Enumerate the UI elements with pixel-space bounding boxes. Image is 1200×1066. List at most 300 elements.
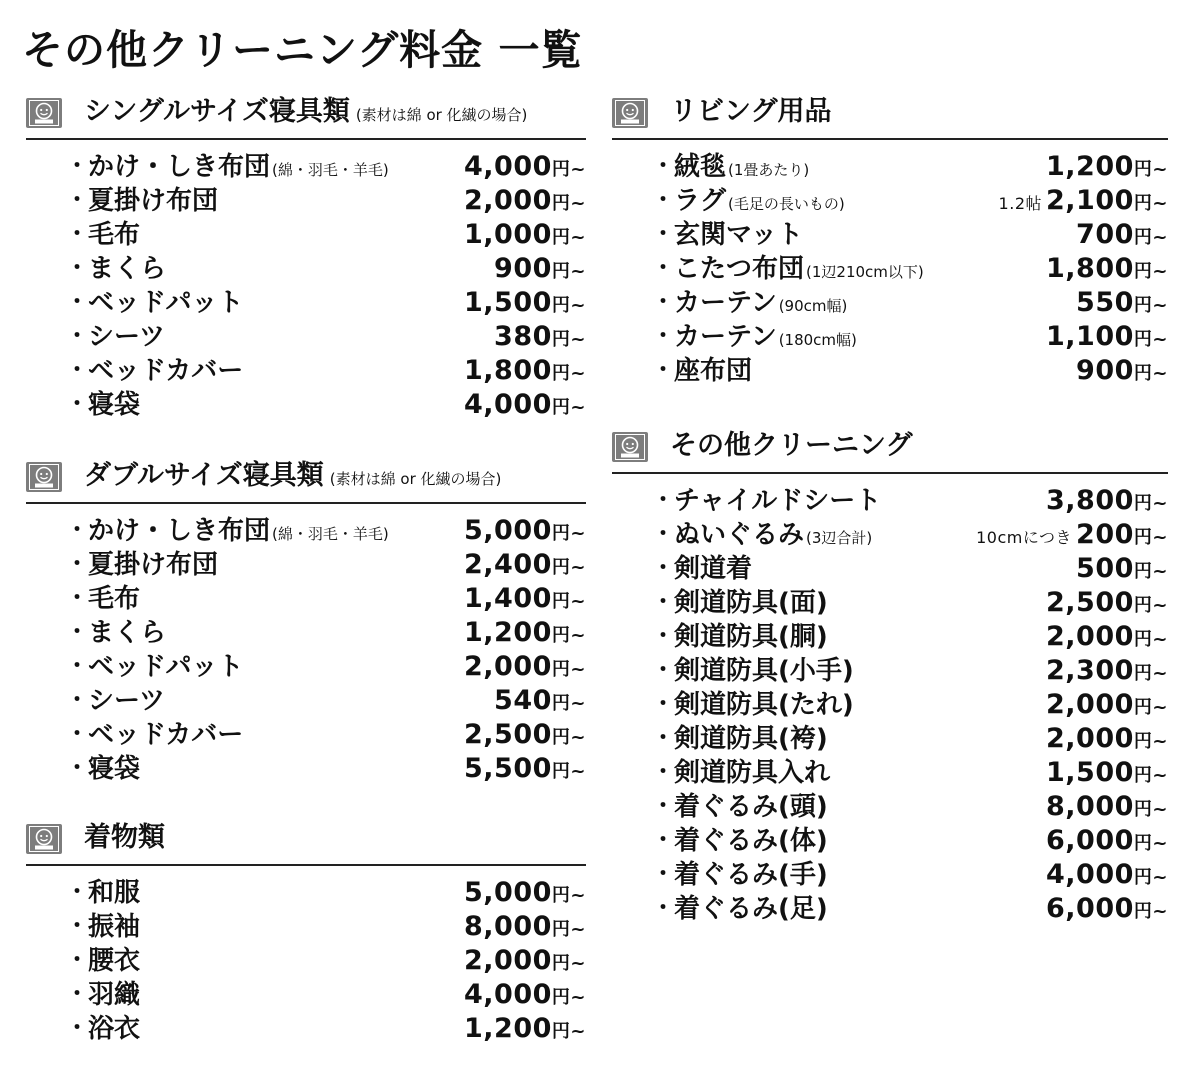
price-value: 8,000 xyxy=(464,911,552,942)
price-suffix: 円~ xyxy=(1133,227,1168,248)
bullet-dot: ・ xyxy=(66,688,89,713)
bullet-dot: ・ xyxy=(66,756,89,781)
price-value: 2,100 xyxy=(1046,185,1134,216)
item-name xyxy=(88,650,243,684)
price-suffix: 円~ xyxy=(1133,867,1168,888)
price-list-item xyxy=(26,150,586,184)
price-list-item xyxy=(26,388,586,422)
item-name-text: ラグ xyxy=(674,186,727,216)
price-value: 380 xyxy=(494,321,552,352)
item-name-text: 剣道防具(袴) xyxy=(674,724,828,754)
price-suffix: 円~ xyxy=(551,159,586,180)
price-list-item xyxy=(612,184,1168,218)
bullet-dot: ・ xyxy=(66,552,89,577)
item-name-text: まくら xyxy=(88,618,167,648)
price-list-item xyxy=(612,150,1168,184)
item-price xyxy=(464,650,586,687)
price-suffix: 円~ xyxy=(551,885,586,906)
item-price xyxy=(464,910,586,947)
price-list-item xyxy=(612,320,1168,354)
price-suffix: 円~ xyxy=(1133,363,1168,384)
item-name-text: ベッドカバー xyxy=(88,720,244,750)
bullet-dot: ・ xyxy=(652,556,675,581)
price-suffix: 円~ xyxy=(551,193,586,214)
price-suffix: 円~ xyxy=(551,557,586,578)
item-price xyxy=(1076,218,1168,255)
price-list-item xyxy=(26,616,586,650)
item-price xyxy=(464,616,586,653)
item-price xyxy=(1046,586,1168,623)
item-price xyxy=(464,388,586,425)
section-other-cleaning xyxy=(612,426,1168,924)
item-name-text: 剣道着 xyxy=(674,554,753,584)
item-name xyxy=(674,756,830,790)
item-name-text: かけ・しき布団 xyxy=(88,152,271,182)
price-value: 1,000 xyxy=(464,219,552,250)
item-name-text: シーツ xyxy=(88,322,165,352)
section-double-bedding xyxy=(26,456,586,784)
bullet-dot: ・ xyxy=(66,188,89,213)
item-price xyxy=(494,684,586,721)
price-suffix: 円~ xyxy=(1133,663,1168,684)
price-value: 8,000 xyxy=(1046,791,1134,822)
item-name xyxy=(674,790,828,824)
item-name-text: チャイルドシート xyxy=(674,486,882,516)
price-list-item xyxy=(612,286,1168,320)
bullet-dot: ・ xyxy=(66,154,89,179)
item-note: (毛足の長いもの) xyxy=(728,195,845,213)
item-note: (1畳あたり) xyxy=(728,161,810,179)
section-divider xyxy=(612,138,1168,140)
section-header xyxy=(612,92,1168,138)
price-list-item xyxy=(612,218,1168,252)
section-title xyxy=(670,96,831,128)
price-value: 2,000 xyxy=(464,945,552,976)
item-name-text: 寝袋 xyxy=(88,754,141,784)
price-value: 2,000 xyxy=(1046,621,1134,652)
price-suffix: 円~ xyxy=(1133,833,1168,854)
price-suffix: 円~ xyxy=(1133,765,1168,786)
price-suffix: 円~ xyxy=(551,693,586,714)
section-header xyxy=(612,426,1168,472)
price-value: 2,000 xyxy=(1046,689,1134,720)
item-name-text: ぬいぐるみ xyxy=(674,520,805,550)
item-note: (綿・羽毛・羊毛) xyxy=(272,161,389,179)
item-note: (90cm幅) xyxy=(778,297,848,315)
bullet-dot: ・ xyxy=(66,256,89,281)
price-list-item xyxy=(612,858,1168,892)
item-note: (綿・羽毛・羊毛) xyxy=(272,525,389,543)
section-note: (素材は綿 or 化繊の場合) xyxy=(355,106,528,124)
price-list-item xyxy=(26,718,586,752)
item-price xyxy=(464,514,586,551)
price-value: 4,000 xyxy=(464,151,552,182)
section-divider xyxy=(26,138,586,140)
price-suffix: 円~ xyxy=(551,659,586,680)
price-list-item xyxy=(26,548,586,582)
item-name-text: 夏掛け布団 xyxy=(88,186,219,216)
bullet-dot: ・ xyxy=(652,590,675,615)
bullet-dot: ・ xyxy=(66,358,89,383)
price-value: 900 xyxy=(1076,355,1134,386)
price-suffix: 円~ xyxy=(551,397,586,418)
item-name xyxy=(674,654,854,688)
price-value: 2,400 xyxy=(464,549,552,580)
mascot-icon xyxy=(612,432,648,462)
item-name-text: 剣道防具(胴) xyxy=(674,622,828,652)
bullet-dot: ・ xyxy=(652,222,675,247)
price-value: 1,800 xyxy=(464,355,552,386)
item-name-text: 剣道防具(面) xyxy=(674,588,828,618)
price-suffix: 円~ xyxy=(551,953,586,974)
price-list-item xyxy=(26,978,586,1012)
section-divider xyxy=(612,472,1168,474)
item-name-text: まくら xyxy=(88,254,167,284)
item-name xyxy=(88,876,140,910)
item-name xyxy=(88,514,389,551)
price-value: 2,500 xyxy=(464,719,552,750)
price-list-item xyxy=(26,752,586,786)
item-name xyxy=(674,688,854,722)
item-name xyxy=(88,616,166,650)
price-list xyxy=(26,514,586,786)
item-name xyxy=(674,184,845,221)
bullet-dot: ・ xyxy=(66,620,89,645)
price-list-item xyxy=(26,1012,586,1046)
item-price xyxy=(1046,688,1168,725)
item-name-text: 剣道防具入れ xyxy=(674,758,831,788)
price-suffix: 円~ xyxy=(551,295,586,316)
bullet-dot: ・ xyxy=(652,828,675,853)
item-name xyxy=(88,354,243,388)
price-value: 1,200 xyxy=(1046,151,1134,182)
item-price xyxy=(1046,892,1168,929)
section-title-text: ダブルサイズ寝具類 xyxy=(84,460,324,491)
item-price xyxy=(1046,620,1168,657)
item-name xyxy=(674,218,803,252)
price-list-item xyxy=(26,354,586,388)
item-price xyxy=(1046,790,1168,827)
item-name xyxy=(674,892,828,926)
item-name xyxy=(88,910,140,944)
price-prefix: 1.2帖 xyxy=(998,194,1042,213)
item-name-text: ベッドカバー xyxy=(88,356,244,386)
section-living-goods xyxy=(612,92,1168,386)
item-price xyxy=(464,150,586,187)
price-value: 500 xyxy=(1076,553,1134,584)
item-price xyxy=(464,752,586,789)
price-list-item xyxy=(612,688,1168,722)
price-list-item xyxy=(26,944,586,978)
item-price xyxy=(1046,320,1168,357)
item-name-text: 玄関マット xyxy=(674,220,803,250)
item-name xyxy=(674,824,828,858)
item-name xyxy=(88,286,243,320)
price-suffix: 円~ xyxy=(551,987,586,1008)
item-name xyxy=(88,752,140,786)
item-name-text: 剣道防具(小手) xyxy=(674,656,854,686)
price-list-item xyxy=(26,684,586,718)
price-value: 2,000 xyxy=(1046,723,1134,754)
item-name xyxy=(674,286,847,323)
price-suffix: 円~ xyxy=(551,329,586,350)
price-value: 200 xyxy=(1076,519,1134,550)
mascot-icon xyxy=(26,462,62,492)
price-value: 3,800 xyxy=(1046,485,1134,516)
item-name xyxy=(88,218,140,252)
price-suffix: 円~ xyxy=(1133,697,1168,718)
item-price xyxy=(1046,756,1168,793)
item-price xyxy=(464,1012,586,1049)
bullet-dot: ・ xyxy=(66,914,89,939)
section-single-bedding xyxy=(26,92,586,420)
price-value: 1,200 xyxy=(464,1013,552,1044)
item-name xyxy=(674,150,809,187)
item-name-text: 剣道防具(たれ) xyxy=(674,690,854,720)
price-suffix: 円~ xyxy=(1133,329,1168,350)
section-title-text: シングルサイズ寝具類 xyxy=(84,96,350,127)
item-price xyxy=(464,718,586,755)
price-suffix: 円~ xyxy=(551,363,586,384)
price-value: 900 xyxy=(494,253,552,284)
price-list-item xyxy=(612,722,1168,756)
price-value: 1,500 xyxy=(464,287,552,318)
price-list-item xyxy=(612,518,1168,552)
section-header xyxy=(26,92,586,138)
price-value: 1,200 xyxy=(464,617,552,648)
mascot-icon xyxy=(26,824,62,854)
item-price xyxy=(999,184,1168,221)
item-name xyxy=(88,150,389,187)
item-price xyxy=(1046,252,1168,289)
section-title xyxy=(84,96,527,131)
section-title xyxy=(84,460,501,495)
price-suffix: 円~ xyxy=(551,727,586,748)
section-title-text: リビング用品 xyxy=(670,96,832,127)
section-note: (素材は綿 or 化繊の場合) xyxy=(329,470,502,488)
item-name-text: 座布団 xyxy=(674,356,753,386)
price-suffix: 円~ xyxy=(1133,731,1168,752)
bullet-dot: ・ xyxy=(66,518,89,543)
price-list xyxy=(612,150,1168,388)
item-price xyxy=(1076,552,1168,589)
item-price xyxy=(464,184,586,221)
price-list-item xyxy=(26,514,586,548)
price-suffix: 円~ xyxy=(551,591,586,612)
price-value: 1,800 xyxy=(1046,253,1134,284)
bullet-dot: ・ xyxy=(652,794,675,819)
item-name-text: 着ぐるみ(体) xyxy=(674,826,828,856)
item-name xyxy=(674,858,828,892)
price-list-item xyxy=(612,824,1168,858)
item-price xyxy=(976,518,1168,555)
price-value: 5,500 xyxy=(464,753,552,784)
item-name xyxy=(88,718,243,752)
section-title xyxy=(84,822,165,854)
price-suffix: 円~ xyxy=(1133,799,1168,820)
price-list xyxy=(26,876,586,1046)
price-list-item xyxy=(612,354,1168,388)
price-list-item xyxy=(26,876,586,910)
item-name-text: ベッドパット xyxy=(88,288,244,318)
price-list-item xyxy=(26,218,586,252)
price-value: 1,400 xyxy=(464,583,552,614)
price-list-item xyxy=(26,650,586,684)
bullet-dot: ・ xyxy=(66,222,89,247)
item-name-text: シーツ xyxy=(88,686,165,716)
price-value: 6,000 xyxy=(1046,825,1134,856)
item-price xyxy=(464,876,586,913)
price-list-item xyxy=(612,552,1168,586)
price-suffix: 円~ xyxy=(1133,527,1168,548)
section-title-text: 着物類 xyxy=(84,822,165,853)
price-value: 540 xyxy=(494,685,552,716)
item-name-text: 和服 xyxy=(88,878,141,908)
section-title xyxy=(670,430,912,462)
price-value: 2,500 xyxy=(1046,587,1134,618)
item-name xyxy=(674,552,752,586)
bullet-dot: ・ xyxy=(652,488,675,513)
price-suffix: 円~ xyxy=(1133,159,1168,180)
price-value: 5,000 xyxy=(464,877,552,908)
item-name-text: 振袖 xyxy=(88,912,141,942)
bullet-dot: ・ xyxy=(652,624,675,649)
item-name xyxy=(88,320,165,354)
item-price xyxy=(1046,150,1168,187)
item-price xyxy=(464,944,586,981)
item-name-text: 腰衣 xyxy=(88,946,141,976)
bullet-dot: ・ xyxy=(652,154,675,179)
bullet-dot: ・ xyxy=(652,896,675,921)
price-suffix: 円~ xyxy=(1133,493,1168,514)
item-name xyxy=(674,320,857,357)
price-value: 2,000 xyxy=(464,185,552,216)
item-name xyxy=(88,184,218,218)
section-kimono xyxy=(26,818,586,1044)
page-title: その他クリーニング料金 一覧 xyxy=(22,26,583,74)
item-price xyxy=(494,320,586,357)
item-name xyxy=(674,354,752,388)
item-name-text: 浴衣 xyxy=(88,1014,141,1044)
item-price xyxy=(1046,484,1168,521)
mascot-icon xyxy=(26,98,62,128)
item-name-text: 寝袋 xyxy=(88,390,141,420)
item-price xyxy=(494,252,586,289)
bullet-dot: ・ xyxy=(66,948,89,973)
item-name xyxy=(88,684,165,718)
price-suffix: 円~ xyxy=(1133,193,1168,214)
item-name xyxy=(674,252,924,289)
price-list-item xyxy=(26,320,586,354)
price-value: 4,000 xyxy=(1046,859,1134,890)
price-value: 5,000 xyxy=(464,515,552,546)
price-value: 550 xyxy=(1076,287,1134,318)
price-suffix: 円~ xyxy=(551,761,586,782)
price-list xyxy=(26,150,586,422)
price-list-item xyxy=(612,756,1168,790)
section-header xyxy=(26,456,586,502)
price-list-item xyxy=(612,252,1168,286)
item-name xyxy=(674,722,828,756)
bullet-dot: ・ xyxy=(66,654,89,679)
bullet-dot: ・ xyxy=(66,586,89,611)
price-suffix: 円~ xyxy=(551,1021,586,1042)
item-name xyxy=(674,518,872,555)
item-name-text: カーテン xyxy=(674,322,777,352)
bullet-dot: ・ xyxy=(652,862,675,887)
item-name-text: 毛布 xyxy=(88,584,141,614)
item-price xyxy=(1076,286,1168,323)
bullet-dot: ・ xyxy=(652,658,675,683)
item-name-text: 毛布 xyxy=(88,220,141,250)
price-suffix: 円~ xyxy=(1133,561,1168,582)
bullet-dot: ・ xyxy=(652,358,675,383)
price-list-item xyxy=(612,484,1168,518)
price-value: 1,100 xyxy=(1046,321,1134,352)
price-suffix: 円~ xyxy=(551,227,586,248)
item-price xyxy=(464,354,586,391)
section-divider xyxy=(26,864,586,866)
item-name-text: 着ぐるみ(足) xyxy=(674,894,828,924)
bullet-dot: ・ xyxy=(652,256,675,281)
price-value: 6,000 xyxy=(1046,893,1134,924)
price-suffix: 円~ xyxy=(1133,901,1168,922)
bullet-dot: ・ xyxy=(66,982,89,1007)
bullet-dot: ・ xyxy=(652,188,675,213)
price-value: 2,000 xyxy=(464,651,552,682)
price-list xyxy=(612,484,1168,926)
item-name xyxy=(88,944,140,978)
item-price xyxy=(1046,722,1168,759)
item-price xyxy=(464,218,586,255)
price-suffix: 円~ xyxy=(1133,261,1168,282)
price-list-item xyxy=(26,184,586,218)
item-name-text: 羽織 xyxy=(88,980,141,1010)
item-name xyxy=(88,252,166,286)
bullet-dot: ・ xyxy=(652,522,675,547)
item-name-text: ベッドパット xyxy=(88,652,244,682)
price-list-item xyxy=(26,252,586,286)
item-name xyxy=(88,388,140,422)
price-list-item xyxy=(26,582,586,616)
bullet-dot: ・ xyxy=(66,722,89,747)
mascot-icon xyxy=(612,98,648,128)
price-value: 1,500 xyxy=(1046,757,1134,788)
price-suffix: 円~ xyxy=(551,523,586,544)
item-name xyxy=(674,586,828,620)
price-suffix: 円~ xyxy=(551,919,586,940)
bullet-dot: ・ xyxy=(652,692,675,717)
price-list-item xyxy=(612,790,1168,824)
bullet-dot: ・ xyxy=(652,324,675,349)
price-list-item xyxy=(612,586,1168,620)
item-price xyxy=(1046,824,1168,861)
bullet-dot: ・ xyxy=(66,392,89,417)
bullet-dot: ・ xyxy=(66,290,89,315)
bullet-dot: ・ xyxy=(652,290,675,315)
item-name-text: 夏掛け布団 xyxy=(88,550,219,580)
item-name-text: カーテン xyxy=(674,288,777,318)
price-value: 4,000 xyxy=(464,979,552,1010)
item-price xyxy=(1046,654,1168,691)
item-name xyxy=(674,620,828,654)
price-value: 700 xyxy=(1076,219,1134,250)
price-prefix: 10cmにつき xyxy=(976,528,1073,547)
item-price xyxy=(464,582,586,619)
item-name-text: 着ぐるみ(頭) xyxy=(674,792,828,822)
item-price xyxy=(464,548,586,585)
item-name xyxy=(88,582,140,616)
